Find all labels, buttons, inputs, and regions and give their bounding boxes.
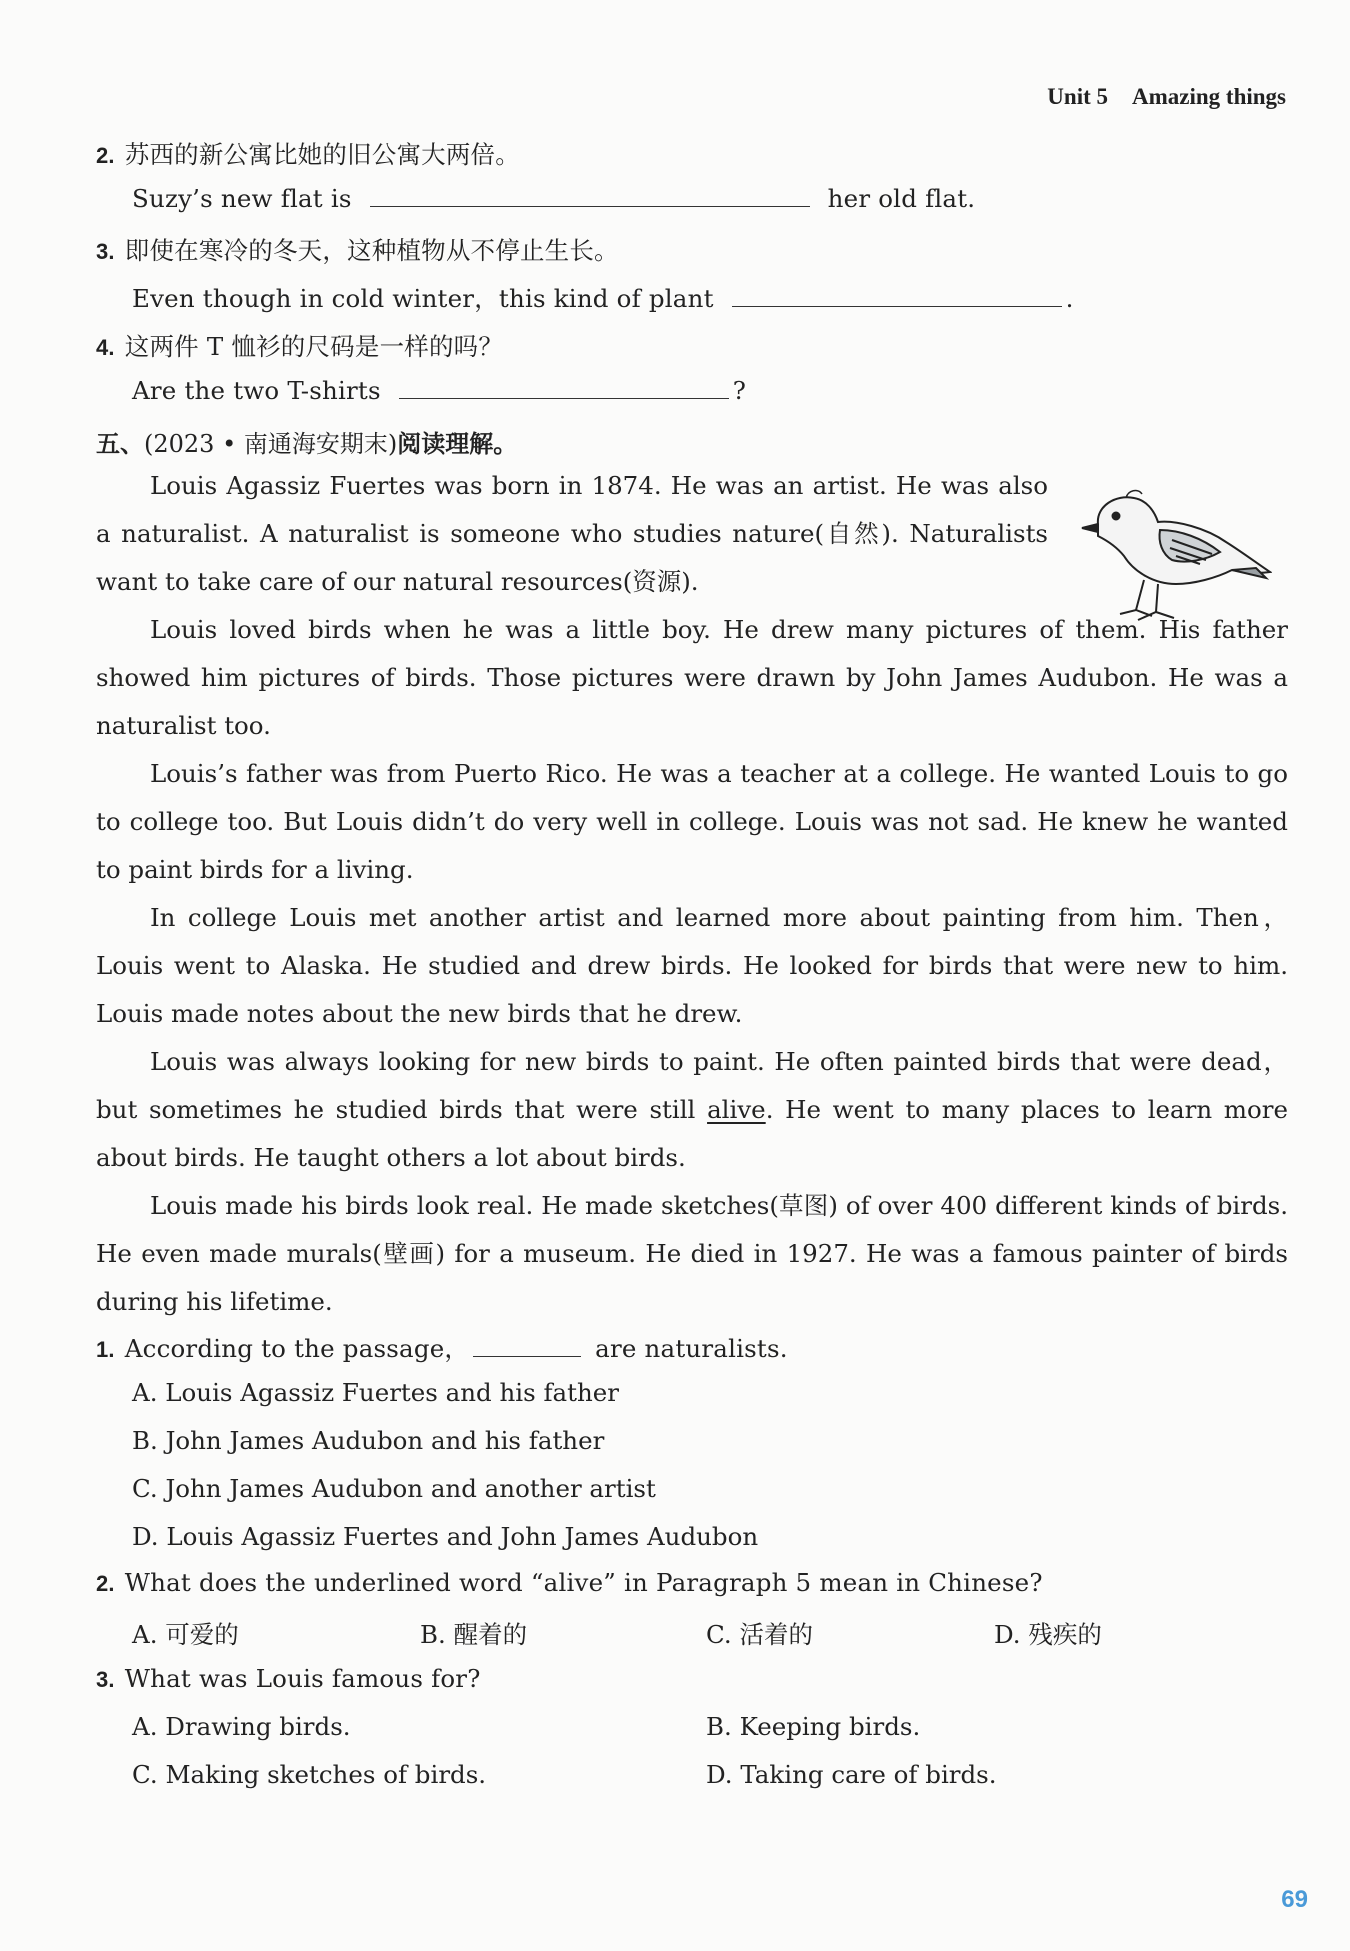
translation-item-4-prompt: 4. 这两件 T 恤衫的尺码是一样的吗？ (96, 332, 504, 361)
passage-paragraph-4: In college Louis met another artist and learned more about painting from him. Then，Louis went to Alaska. He studied and drew birds. He looked for birds that were new to him. Louis made notes about the new birds that he drew. (96, 903, 1288, 1028)
passage-paragraph-2: Louis loved birds when he was a little boy. He drew many pictures of them. His father showed him pictures of birds. Those pictures were drawn by John James Audubon. He was a naturalist too. (96, 615, 1288, 740)
answer-blank[interactable] (732, 305, 1062, 307)
question-1-stem: 1. According to the passage， are naturalists. (96, 1334, 788, 1363)
question-3-option-a[interactable]: A. Drawing birds. (132, 1712, 351, 1741)
answer-blank[interactable] (399, 397, 729, 399)
page-number: 69 (1281, 1886, 1308, 1913)
translation-item-2-prompt: 2. 苏西的新公寓比她的旧公寓大两倍。 (96, 140, 520, 169)
header-unit: Unit 5 (1047, 84, 1108, 109)
header-title: Amazing things (1132, 84, 1286, 109)
question-2-stem: 2. What does the underlined word “alive” in Paragraph 5 mean in Chinese? (96, 1568, 1043, 1597)
question-3-stem: 3. What was Louis famous for? (96, 1664, 481, 1693)
page-header (1047, 84, 1286, 110)
underlined-word-alive: alive (707, 1095, 766, 1124)
question-1-option-b[interactable]: B. John James Audubon and his father (132, 1426, 605, 1455)
question-1-option-a[interactable]: A. Louis Agassiz Fuertes and his father (132, 1378, 619, 1407)
question-2-option-c[interactable]: C. 活着的 (706, 1620, 813, 1649)
question-2-option-d[interactable]: D. 残疾的 (994, 1620, 1102, 1649)
passage-paragraph-5: Louis was always looking for new birds to paint. He often painted birds that were dead，but sometimes he studied birds that were still alive. He went to many places to learn more about birds. He taught others a lot about birds. (96, 1047, 1288, 1172)
translation-item-3-sentence: Even though in cold winter，this kind of plant . (132, 284, 1074, 313)
translation-item-2-sentence: Suzy’s new flat is her old flat. (132, 184, 976, 213)
question-3-option-b[interactable]: B. Keeping birds. (706, 1712, 921, 1741)
passage-paragraph-6: Louis made his birds look real. He made sketches(草图) of over 400 different kinds of birds. He even made murals(壁画) for a museum. He died in 1927. He was a famous painter of birds during his lifetime. (96, 1191, 1288, 1316)
section-heading: 五、(2023 • 南通海安期末)阅读理解。 (96, 429, 518, 458)
passage-paragraph-1: Louis Agassiz Fuertes was born in 1874. He was an artist. He was also a naturalist. A naturalist is someone who studies nature(自然). Naturalists want to take care of our natural resources(资源). (96, 471, 1048, 596)
question-1-option-d[interactable]: D. Louis Agassiz Fuertes and John James Audubon (132, 1522, 759, 1551)
question-3-option-c[interactable]: C. Making sketches of birds. (132, 1760, 487, 1789)
translation-item-4-sentence: Are the two T-shirts ? (132, 376, 747, 405)
answer-blank[interactable] (370, 205, 810, 207)
translation-item-3-prompt: 3. 即使在寒冷的冬天，这种植物从不停止生长。 (96, 236, 619, 265)
answer-blank[interactable] (473, 1355, 581, 1357)
question-1-option-c[interactable]: C. John James Audubon and another artist (132, 1474, 656, 1503)
question-3-option-d[interactable]: D. Taking care of birds. (706, 1760, 997, 1789)
passage-paragraph-3: Louis’s father was from Puerto Rico. He was a teacher at a college. He wanted Louis to go to college too. But Louis didn’t do very well in college. Louis was not sad. He knew he wanted to paint birds for a living. (96, 759, 1288, 884)
question-2-option-b[interactable]: B. 醒着的 (420, 1620, 528, 1649)
question-2-option-a[interactable]: A. 可爱的 (132, 1620, 239, 1649)
